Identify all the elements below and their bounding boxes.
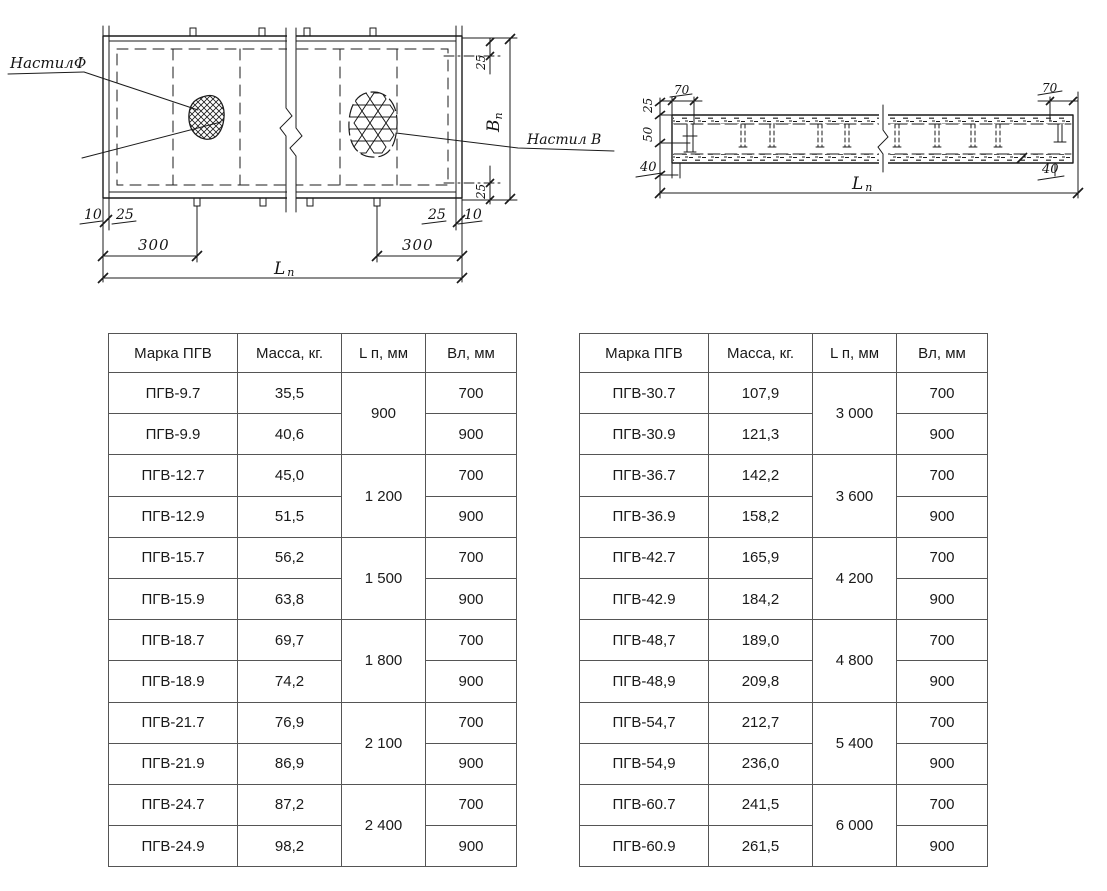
- width-cell: 700: [897, 537, 988, 578]
- column-header-length: L п, мм: [342, 334, 426, 373]
- mass-cell: 165,9: [709, 537, 813, 578]
- length-cell: 1 500: [342, 537, 426, 619]
- mass-cell: 241,5: [709, 784, 813, 825]
- section-50-label: 50: [641, 126, 655, 142]
- length-cell: 4 200: [813, 537, 897, 619]
- nastil-v-label: Настил В: [527, 132, 602, 148]
- mark-cell: ПГВ-42.7: [580, 537, 709, 578]
- table-row: [580, 373, 988, 414]
- mass-cell: 51,5: [238, 496, 342, 537]
- length-cell: 1 200: [342, 455, 426, 537]
- mark-cell: ПГВ-36.7: [580, 455, 709, 496]
- table-row: [109, 455, 517, 496]
- mass-cell: 40,6: [238, 414, 342, 455]
- column-header-mass: Масса, кг.: [238, 334, 342, 373]
- mass-cell: 212,7: [709, 702, 813, 743]
- mark-cell: ПГВ-24.7: [109, 784, 238, 825]
- length-cell: 2 400: [342, 784, 426, 866]
- table-row: [580, 537, 988, 578]
- column-header-width: Вл, мм: [897, 334, 988, 373]
- table-row: [580, 620, 988, 661]
- mass-cell: 56,2: [238, 537, 342, 578]
- width-cell: 700: [426, 537, 517, 578]
- mark-cell: ПГВ-9.7: [109, 373, 238, 414]
- table-row: [580, 826, 988, 867]
- column-header-mark: Марка ПГВ: [580, 334, 709, 373]
- table-row: [109, 414, 517, 455]
- section-left-end-rib: [683, 124, 697, 152]
- mark-cell: ПГВ-18.9: [109, 661, 238, 702]
- table-row: [109, 537, 517, 578]
- mark-cell: ПГВ-15.9: [109, 578, 238, 619]
- nastil-f-underline: [8, 72, 84, 74]
- mark-cell: ПГВ-18.7: [109, 620, 238, 661]
- width-cell: 900: [897, 578, 988, 619]
- nastil-v-hatch-area: [346, 92, 402, 157]
- mark-cell: ПГВ-30.9: [580, 414, 709, 455]
- mass-cell: 261,5: [709, 826, 813, 867]
- mark-cell: ПГВ-60.9: [580, 826, 709, 867]
- mark-cell: ПГВ-54,9: [580, 743, 709, 784]
- mass-cell: 189,0: [709, 620, 813, 661]
- spec-table-right: [579, 333, 988, 867]
- section-view-drawing: [636, 81, 1083, 198]
- width-cell: 700: [897, 373, 988, 414]
- section-bottom-band: [673, 154, 1072, 162]
- plan-300-left-label: 300: [138, 236, 170, 254]
- plan-300-ext-lines: [197, 206, 377, 262]
- mass-cell: 236,0: [709, 743, 813, 784]
- mass-cell: 158,2: [709, 496, 813, 537]
- table-row: [109, 743, 517, 784]
- width-cell: 900: [426, 826, 517, 867]
- table-row: [580, 455, 988, 496]
- plan-outer-frame: [103, 36, 462, 198]
- table-row: [109, 620, 517, 661]
- mark-cell: ПГВ-12.9: [109, 496, 238, 537]
- mass-cell: 107,9: [709, 373, 813, 414]
- width-cell: 900: [426, 414, 517, 455]
- section-25-label: 25: [641, 97, 655, 113]
- mass-cell: 45,0: [238, 455, 342, 496]
- width-cell: 900: [426, 743, 517, 784]
- mass-cell: 35,5: [238, 373, 342, 414]
- mark-cell: ПГВ-36.9: [580, 496, 709, 537]
- plan-inner-frame: [109, 36, 456, 198]
- mark-cell: ПГВ-21.7: [109, 702, 238, 743]
- plan-10-right-label: 10: [464, 207, 482, 223]
- mass-cell: 142,2: [709, 455, 813, 496]
- mark-cell: ПГВ-60.7: [580, 784, 709, 825]
- length-cell: 6 000: [813, 784, 897, 866]
- section-top-band: [673, 116, 1072, 124]
- length-cell: 900: [342, 373, 426, 455]
- width-cell: 700: [897, 620, 988, 661]
- width-cell: 900: [897, 826, 988, 867]
- section-left-end-step: [672, 163, 680, 178]
- plan-dashed-contour: [117, 49, 448, 185]
- column-header-mass: Масса, кг.: [709, 334, 813, 373]
- width-cell: 700: [426, 784, 517, 825]
- section-40-right-label: 40: [1042, 162, 1059, 177]
- mass-cell: 69,7: [238, 620, 342, 661]
- section-right-end-rib: [1054, 124, 1066, 142]
- nastil-f-hatch-area: [189, 96, 224, 140]
- width-cell: 700: [426, 702, 517, 743]
- mass-cell: 87,2: [238, 784, 342, 825]
- plan-top-tabs: [190, 28, 376, 36]
- width-cell: 900: [426, 661, 517, 702]
- mark-cell: ПГВ-9.9: [109, 414, 238, 455]
- section-40-left-label: 40: [640, 160, 657, 175]
- table-row: [109, 661, 517, 702]
- mass-cell: 209,8: [709, 661, 813, 702]
- mark-cell: ПГВ-24.9: [109, 826, 238, 867]
- plan-small-dim-underlines: [80, 221, 482, 224]
- width-cell: 700: [897, 455, 988, 496]
- table-row: [580, 661, 988, 702]
- mass-cell: 121,3: [709, 414, 813, 455]
- table-row: [580, 702, 988, 743]
- table-row: [580, 414, 988, 455]
- plan-25-bottom-label: 25: [474, 183, 488, 199]
- table-row: [580, 743, 988, 784]
- mass-cell: 86,9: [238, 743, 342, 784]
- plan-300-right-label: 300: [402, 236, 434, 254]
- width-cell: 700: [897, 702, 988, 743]
- mark-cell: ПГВ-12.7: [109, 455, 238, 496]
- length-cell: 3 000: [813, 373, 897, 455]
- section-left-dim-lines: [660, 98, 690, 198]
- table-row: [109, 496, 517, 537]
- spec-table-left: [108, 333, 517, 867]
- width-cell: 900: [897, 661, 988, 702]
- length-cell: 2 100: [342, 702, 426, 784]
- section-70-left-label: 70: [674, 83, 690, 97]
- table-row: [109, 702, 517, 743]
- plan-25-right-label: 25: [428, 207, 446, 223]
- plan-10-left-label: 10: [84, 207, 102, 223]
- mark-cell: ПГВ-30.7: [580, 373, 709, 414]
- length-cell: 3 600: [813, 455, 897, 537]
- plan-25-top-label: 25: [474, 54, 488, 70]
- mass-cell: 63,8: [238, 578, 342, 619]
- width-cell: 700: [426, 373, 517, 414]
- mass-cell: 98,2: [238, 826, 342, 867]
- table-row: [580, 578, 988, 619]
- table-row: [109, 373, 517, 414]
- mark-cell: ПГВ-15.7: [109, 537, 238, 578]
- spec-table-left-header: [109, 334, 517, 373]
- mark-cell: ПГВ-21.9: [109, 743, 238, 784]
- plan-25-left-label: 25: [116, 207, 134, 223]
- section-70-right-label: 70: [1042, 81, 1058, 95]
- plan-ln-dim-label: Lп: [274, 259, 295, 279]
- table-row: [580, 496, 988, 537]
- mark-cell: ПГВ-42.9: [580, 578, 709, 619]
- plan-view-drawing: [8, 26, 614, 283]
- table-row: [109, 784, 517, 825]
- technical-drawings: [0, 0, 1107, 310]
- column-header-length: L п, мм: [813, 334, 897, 373]
- mark-cell: ПГВ-48,7: [580, 620, 709, 661]
- width-cell: 900: [897, 496, 988, 537]
- width-cell: 900: [897, 743, 988, 784]
- column-header-mark: Марка ПГВ: [109, 334, 238, 373]
- length-cell: 5 400: [813, 702, 897, 784]
- length-cell: 4 800: [813, 620, 897, 702]
- length-cell: 1 800: [342, 620, 426, 702]
- plan-bn-dim-label: Вп: [484, 112, 505, 132]
- table-row: [109, 826, 517, 867]
- width-cell: 900: [897, 414, 988, 455]
- spec-table-right-header: [580, 334, 988, 373]
- mark-cell: ПГВ-54,7: [580, 702, 709, 743]
- table-row: [109, 578, 517, 619]
- mass-cell: 184,2: [709, 578, 813, 619]
- width-cell: 900: [426, 578, 517, 619]
- width-cell: 700: [897, 784, 988, 825]
- column-header-width: Вл, мм: [426, 334, 517, 373]
- table-row: [580, 784, 988, 825]
- width-cell: 700: [426, 455, 517, 496]
- mass-cell: 76,9: [238, 702, 342, 743]
- nastil-f-label: НастилФ: [10, 54, 87, 72]
- mark-cell: ПГВ-48,9: [580, 661, 709, 702]
- width-cell: 900: [426, 496, 517, 537]
- mass-cell: 74,2: [238, 661, 342, 702]
- width-cell: 700: [426, 620, 517, 661]
- section-ln-dim-label: Lп: [852, 174, 873, 194]
- section-ribs: [741, 124, 1000, 147]
